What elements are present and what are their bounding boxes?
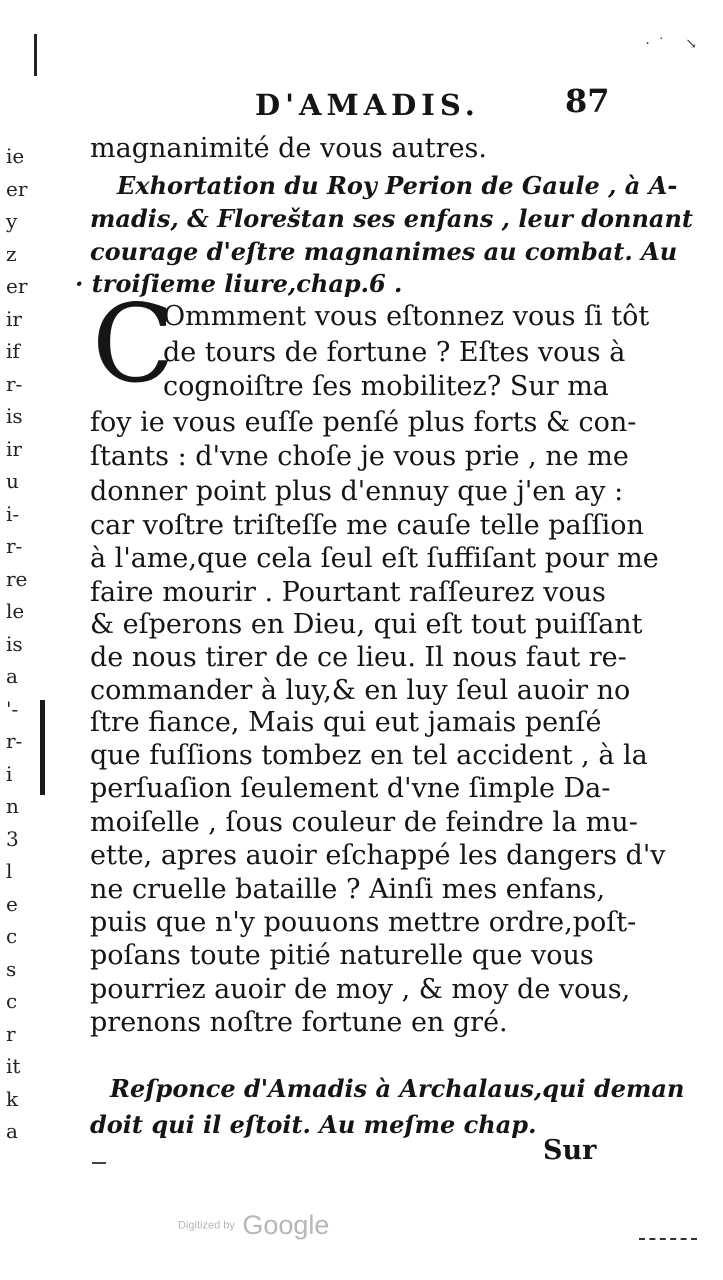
left-margin-fragment: i- — [6, 501, 20, 526]
text-line: ne cruelle bataille ? Ainſi mes enfans, — [90, 874, 606, 905]
left-margin-fragment: c — [6, 989, 18, 1013]
text-line: & eſperons en Dieu, qui eſt tout puiſſant — [90, 609, 643, 640]
drop-cap-initial: C — [92, 282, 175, 407]
left-margin-fragment: '- — [6, 696, 19, 721]
exhortation-heading-line: courage d'eſtre magnanimes au combat. Au — [90, 237, 678, 266]
left-margin-fragment: r- — [6, 371, 23, 396]
text-line: poſans toute pitié naturelle que vous — [90, 940, 594, 971]
left-margin-fragment: z — [6, 241, 17, 266]
page-number: 87 — [565, 82, 610, 120]
running-head: D'AMADIS. — [255, 88, 480, 122]
watermark-brand: Google — [242, 1210, 330, 1240]
text-line: faire mourir . Pourtant raſſeurez vous — [90, 577, 606, 608]
left-margin-fragment: y — [6, 209, 18, 233]
left-margin-fragment: a — [6, 664, 18, 688]
left-margin-fragment: e — [6, 891, 18, 916]
exhortation-heading-line: · troiſieme liure,chap.6 . — [75, 269, 403, 298]
text-line: car voſtre triſteſſe me cauſe telle paſſion — [90, 510, 644, 541]
text-line: donner point plus d'ennuy que j'en ay : — [90, 476, 624, 507]
watermark-digitized-by: Digitized by — [178, 1219, 235, 1232]
text-line: cognoiſtre ſes mobilitez? Sur ma — [163, 371, 609, 402]
text-line: commander à luy,& en luy ſeul auoir no — [90, 675, 631, 706]
text-line: perſuaſion ſeulement d'vne ſimple Da- — [90, 773, 611, 804]
left-margin-fragment: r- — [6, 729, 23, 753]
left-margin-fragment: n — [6, 794, 19, 818]
text-line: que fuſſions tombez en tel accident , à la — [90, 740, 648, 771]
response-heading-line: Reſponce d'Amadis à Archalaus,qui deman — [110, 1074, 685, 1103]
text-line: pourriez auoir de moy , & moy de vous, — [90, 974, 631, 1005]
left-binding-shadow — [40, 700, 45, 795]
left-margin-fragment: er — [6, 274, 28, 298]
exhortation-heading-line: madis, & Floreštan ses enfans , leur donnant — [90, 204, 693, 233]
digitization-watermark — [178, 1210, 329, 1241]
text-line: prenons noſtre fortune en gré. — [90, 1007, 508, 1038]
text-line: moiſelle , ſous couleur de feindre la mu- — [90, 807, 638, 838]
text-line: Ommment vous eſtonnez vous ſi tôt — [163, 301, 650, 332]
text-line: foy ie vous euſſe penſé plus forts & con- — [90, 407, 637, 438]
text-line: magnanimité de vous autres. — [90, 133, 487, 164]
left-margin-fragment: it — [6, 1054, 21, 1078]
left-margin-fragment: a — [6, 1119, 18, 1143]
left-margin-fragment: c — [6, 924, 18, 948]
page-bottom-mark — [639, 1238, 697, 1240]
left-margin-fragment: re — [6, 566, 28, 591]
left-margin-fragment: ie — [6, 144, 25, 168]
left-margin-text-fragments — [6, 140, 32, 1148]
text-line: puis que n'y pouuons mettre ordre,poſt- — [90, 907, 637, 938]
exhortation-heading-line: Exhortation du Roy Perion de Gaule , à A- — [117, 171, 678, 200]
left-margin-fragment: l — [6, 859, 13, 883]
left-margin-fragment: k — [6, 1086, 19, 1111]
left-margin-fragment: if — [6, 339, 20, 363]
text-line: de nous tirer de ce lieu. Il nous faut re- — [90, 642, 627, 673]
text-line: ſtre fiance, Mais qui eut jamais penſé — [90, 707, 602, 738]
response-heading-line: doit qui il eſtoit. Au meſme chap. — [90, 1110, 537, 1139]
left-margin-fragment: 3 — [6, 826, 19, 851]
left-margin-fragment: s — [6, 956, 17, 981]
text-line: à l'ame,que cela ſeul eſt ſuffiſant pour me — [90, 543, 659, 574]
left-margin-fragment: u — [6, 469, 19, 493]
left-margin-fragment: r — [6, 1021, 16, 1046]
left-margin-fragment: le — [6, 599, 25, 623]
left-margin-fragment: r- — [6, 534, 23, 558]
marginal-dash — [92, 1162, 106, 1164]
text-line: de tours de fortune ? Eſtes vous à — [163, 337, 626, 368]
text-line: ette, apres auoir eſchappé les dangers d'v — [90, 840, 666, 871]
left-margin-fragment: is — [6, 404, 23, 428]
page-edge-mark — [34, 34, 37, 76]
page-corner-mark: ·˙ ↘ — [645, 36, 705, 52]
left-margin-fragment: i — [6, 761, 13, 786]
left-margin-fragment: er — [6, 176, 28, 201]
left-margin-fragment: is — [6, 631, 23, 656]
left-margin-fragment: ir — [6, 306, 22, 331]
text-line: ſtants : d'vne choſe je vous prie , ne me — [90, 441, 629, 472]
catchword: Sur — [543, 1135, 597, 1166]
left-margin-fragment: ir — [6, 436, 22, 461]
